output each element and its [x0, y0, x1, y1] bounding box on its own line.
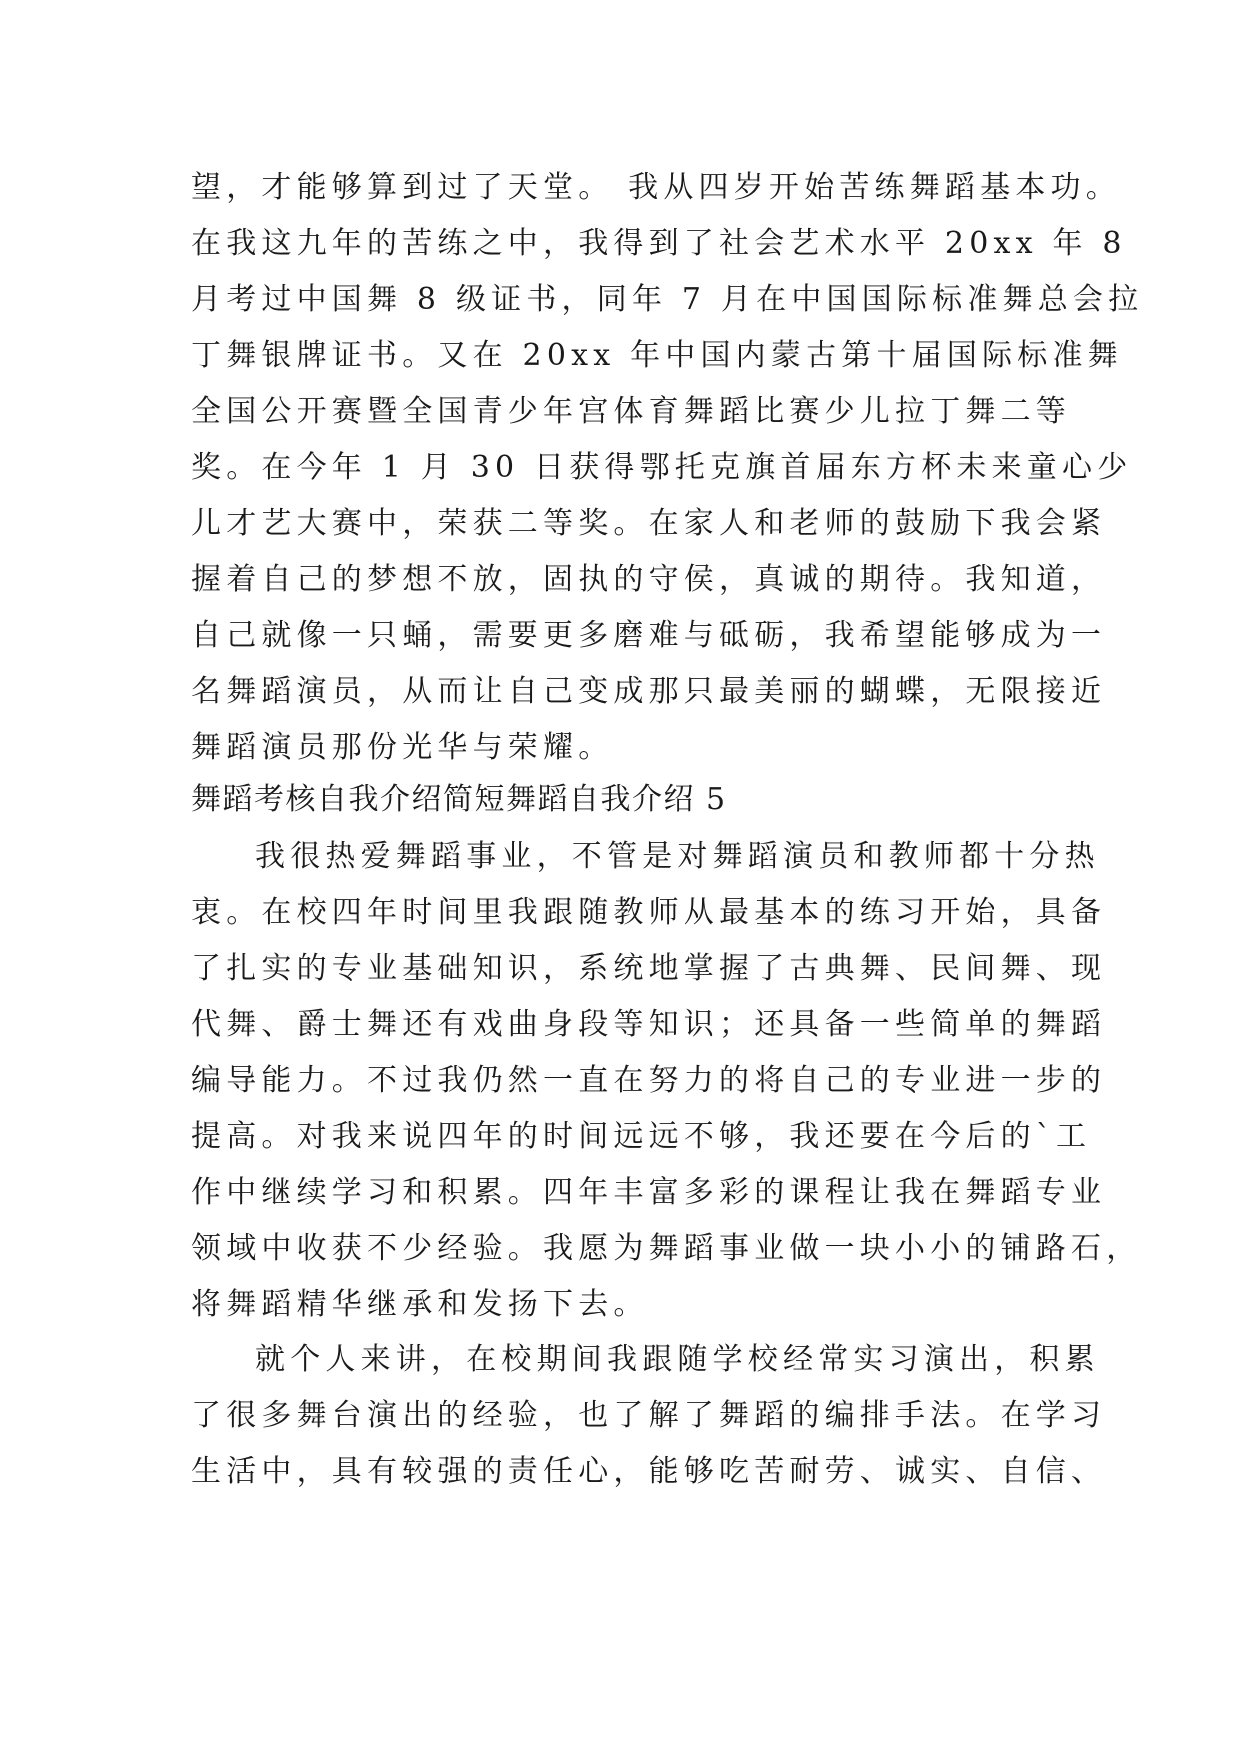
text-line: 奖。在今年 1 月 30 日获得鄂托克旗首届东方杯未来童心少	[191, 450, 1133, 485]
text-line: 望，才能够算到过了天堂。 我从四岁开始苦练舞蹈基本功。	[191, 170, 1121, 205]
text-line: 名舞蹈演员，从而让自己变成那只最美丽的蝴蝶，无限接近	[191, 674, 1107, 709]
paragraph-continued	[191, 160, 1144, 776]
text-line: 舞蹈演员那份光华与荣耀。	[191, 730, 614, 765]
paragraph-3	[191, 1332, 1107, 1500]
text-line: 提高。对我来说四年的时间远远不够，我还要在今后的`工	[191, 1119, 1092, 1154]
text-line: 儿才艺大赛中，荣获二等奖。在家人和老师的鼓励下我会紧	[191, 506, 1107, 541]
text-line: 就个人来讲，在校期间我跟随学校经常实习演出，积累	[255, 1342, 1100, 1377]
text-line: 握着自己的梦想不放，固执的守侯，真诚的期待。我知道，	[191, 562, 1107, 597]
text-line: 编导能力。不过我仍然一直在努力的将自己的专业进一步的	[191, 1063, 1107, 1098]
section-heading: 舞蹈考核自我介绍简短舞蹈自我介绍 5	[191, 782, 727, 817]
text-line: 我很热爱舞蹈事业，不管是对舞蹈演员和教师都十分热	[255, 839, 1100, 874]
text-line: 衷。在校四年时间里我跟随教师从最基本的练习开始，具备	[191, 895, 1107, 930]
text-line: 了扎实的专业基础知识，系统地掌握了古典舞、民间舞、现	[191, 951, 1107, 986]
text-line: 生活中，具有较强的责任心，能够吃苦耐劳、诚实、自信、	[191, 1454, 1107, 1489]
text-line: 了很多舞台演出的经验，也了解了舞蹈的编排手法。在学习	[191, 1398, 1107, 1433]
text-line: 作中继续学习和积累。四年丰富多彩的课程让我在舞蹈专业	[191, 1175, 1107, 1210]
text-line: 丁舞银牌证书。又在 20xx 年中国内蒙古第十届国际标准舞	[191, 338, 1123, 373]
text-line: 在我这九年的苦练之中，我得到了社会艺术水平 20xx 年 8	[191, 226, 1127, 261]
text-line: 将舞蹈精华继承和发扬下去。	[191, 1287, 649, 1322]
text-line: 月考过中国舞 8 级证书，同年 7 月在中国国际标准舞总会拉	[191, 282, 1144, 317]
text-line: 自己就像一只蛹，需要更多磨难与砥砺，我希望能够成为一	[191, 618, 1107, 653]
section-heading-block	[191, 772, 1071, 828]
paragraph-2	[191, 829, 1142, 1333]
text-line: 全国公开赛暨全国青少年宫体育舞蹈比赛少儿拉丁舞二等	[191, 394, 1071, 429]
text-line: 代舞、爵士舞还有戏曲身段等知识；还具备一些简单的舞蹈	[191, 1007, 1107, 1042]
text-line: 领域中收获不少经验。我愿为舞蹈事业做一块小小的铺路石，	[191, 1231, 1142, 1266]
